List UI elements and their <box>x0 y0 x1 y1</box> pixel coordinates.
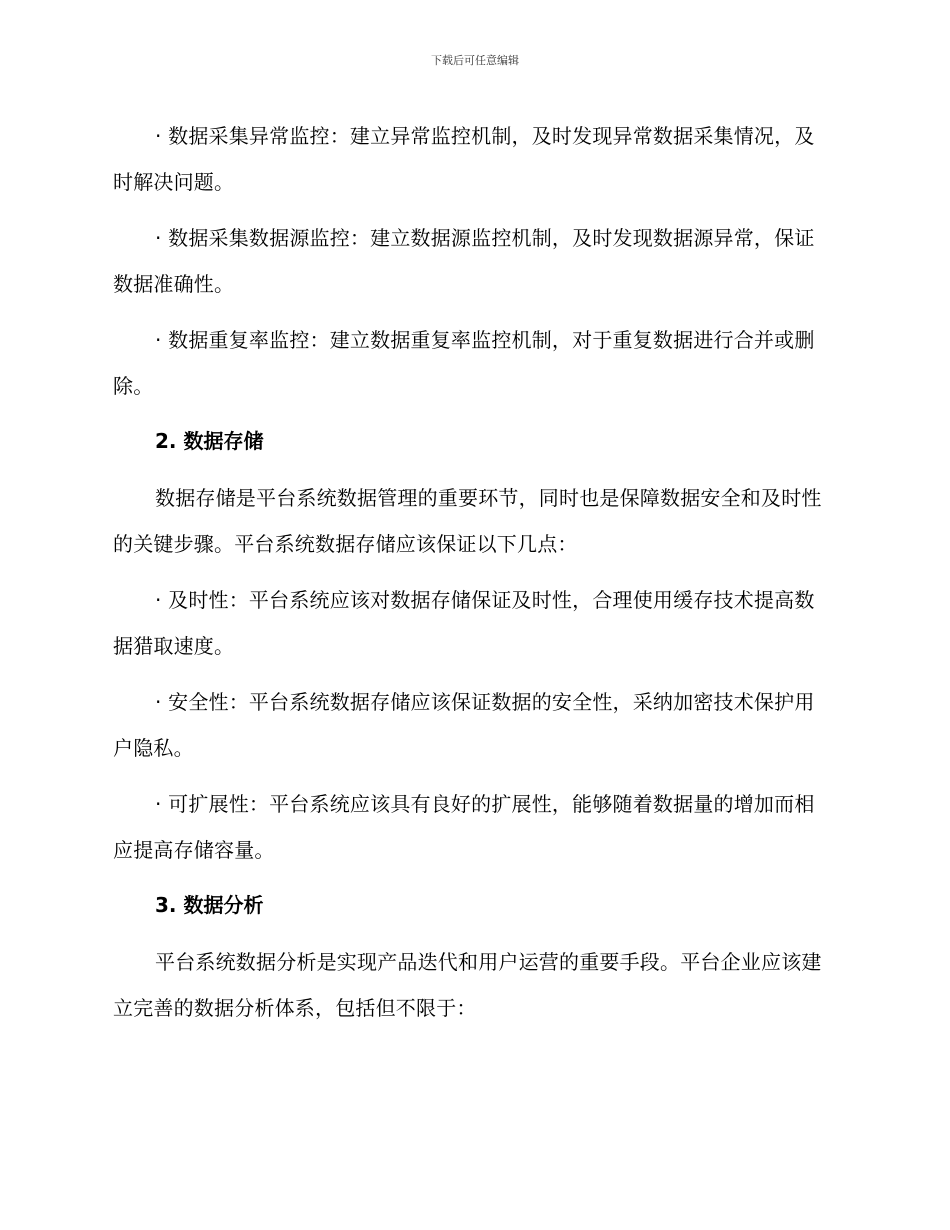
bullet-data-collection-anomaly: · 数据采集异常监控：建立异常监控机制，及时发现异常数据采集情况，及时解决问题。 <box>113 124 815 194</box>
bullet-duplicate-rate-monitoring: · 数据重复率监控：建立数据重复率监控机制，对于重复数据进行合并或删除。 <box>113 328 815 398</box>
bullet-security: · 安全性：平台系统数据存储应该保证数据的安全性，采纳加密技术保护用户隐私。 <box>113 690 815 760</box>
section-heading-data-storage: 2. 数据存储 <box>155 429 264 453</box>
bullet-timeliness: · 及时性：平台系统应该对数据存储保证及时性，合理使用缓存技术提高数据猎取速度。 <box>113 588 815 658</box>
bullet-data-source-monitoring: · 数据采集数据源监控：建立数据源监控机制，及时发现数据源异常，保证数据准确性。 <box>113 226 815 296</box>
bullet-scalability: · 可扩展性：平台系统应该具有良好的扩展性，能够随着数据量的增加而相应提高存储容量。 <box>113 792 815 862</box>
page-header: 下载后可任意编辑 <box>431 54 519 67</box>
paragraph-data-analysis-intro: 平台系统数据分析是实现产品迭代和用户运营的重要手段。平台企业应该建立完善的数据分析体系，包括但不限于： <box>113 950 822 1020</box>
document-body <box>113 113 833 1041</box>
section-heading-data-analysis: 3. 数据分析 <box>155 893 264 917</box>
paragraph-data-storage-intro: 数据存储是平台系统数据管理的重要环节，同时也是保障数据安全和及时性的关键步骤。平台系统数据存储应该保证以下几点： <box>113 486 822 556</box>
